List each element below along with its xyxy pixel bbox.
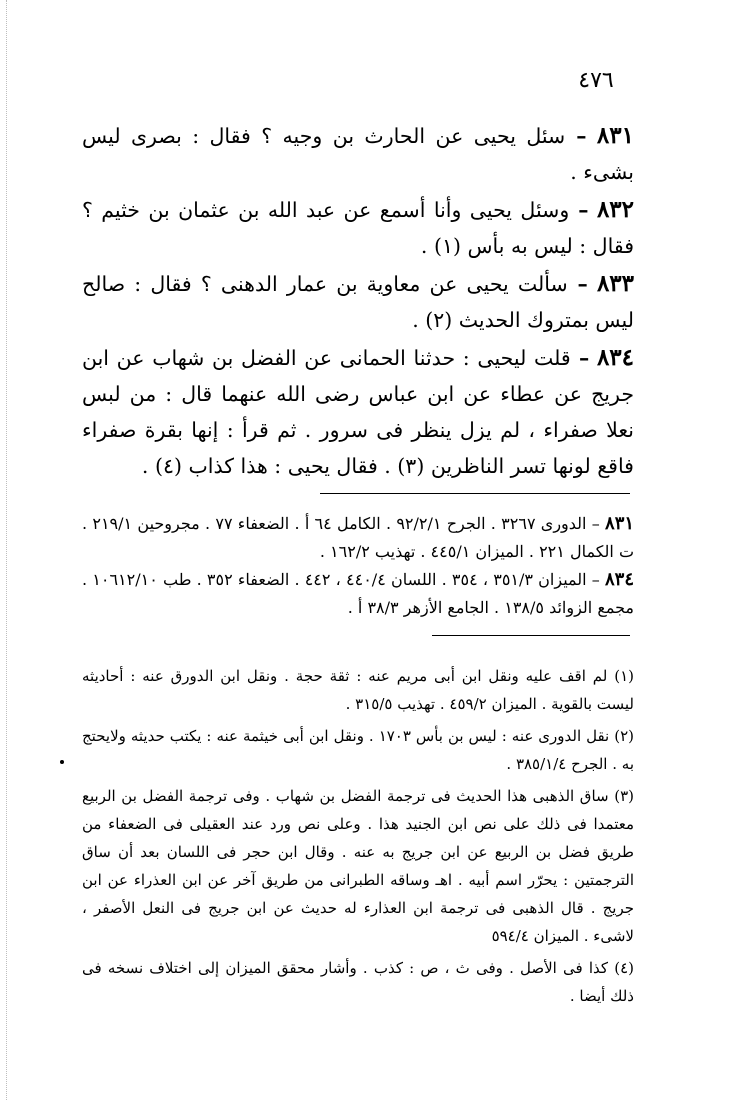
entry-number: ٨٣٣ xyxy=(596,270,635,297)
entry-dash: – xyxy=(569,198,589,222)
page-number: ٤٧٦ xyxy=(578,68,614,93)
reference-dash: – xyxy=(586,570,600,589)
separator-rule xyxy=(320,493,630,494)
gutter-dotted-line xyxy=(6,0,11,1100)
footnote-text: كذا فى الأصل . وفى ث ، ص : كذب . وأشار محقق الميزان إلى اختلاف نسخه فى ذلك أيضا . xyxy=(82,959,634,1005)
entry-number: ٨٣٢ xyxy=(596,196,634,223)
reference-text: الميزان ٣٥١/٣ ، ٣٥٤ . اللسان ٤٤٠/٤ ، ٤٤٢ . الضعفاء ٣٥٢ . طب ١٠٦١٢/١٠ . مجمع الزوائد ١٣٨/٥ . الجامع الأزهر ٣٨/٣ أ . xyxy=(82,570,634,617)
footnote-separator-rule xyxy=(432,635,630,636)
footnote-3 xyxy=(82,782,634,950)
entry-831 xyxy=(82,118,634,190)
entry-dash: – xyxy=(567,272,588,296)
footnote-4 xyxy=(82,954,634,1010)
reference-831 xyxy=(82,510,634,566)
entry-text: وسئل يحيى وأنا أسمع عن عبد الله بن عثمان بن خثيم ؟ فقال : ليس به بأس (١) . xyxy=(82,198,634,258)
entry-number: ٨٣٤ xyxy=(596,344,634,371)
footnote-1 xyxy=(82,662,634,718)
reference-number: ٨٣٤ xyxy=(604,569,634,590)
ink-speck xyxy=(60,760,64,764)
footnote-text: ساق الذهبى هذا الحديث فى ترجمة الفضل بن شهاب . وفى ترجمة الفضل بن الربيع معتمدا فى ذلك على نص ابن الجنيد هذا . وعلى نص ورد عند العقيلى فى الضعفاء من طريق فضل بن الربيع عن ابن جريج به عنه . وقال ابن حجر فى اللسان بعد أن ساق الترجمتين : يحرّر اسم أبيه . اهـ وساقه الطبرانى من طريق آخر عن ابن العذراء عن ابن جريج . قال الذهبى فى ترجمة ابن العذارء له حديث عن ابن جريج فى النعل الأصفر ، لاشىء . الميزان ٥٩٤/٤ xyxy=(82,787,634,945)
reference-834 xyxy=(82,566,634,622)
footnote-marker: (١) xyxy=(614,667,634,685)
entry-834 xyxy=(82,340,634,484)
reference-dash: – xyxy=(586,514,600,533)
reference-number: ٨٣١ xyxy=(605,513,635,534)
entry-text: سألت يحيى عن معاوية بن عمار الدهنى ؟ فقال : صالح ليس بمتروك الحديث (٢) . xyxy=(82,272,634,332)
entry-dash: – xyxy=(565,124,587,148)
entry-text: سئل يحيى عن الحارث بن وجيه ؟ فقال : بصرى ليس بشىء . xyxy=(82,124,634,184)
entry-text: قلت ليحيى : حدثنا الحمانى عن الفضل بن شهاب عن ابن جريج عن عطاء عن ابن عباس رضى الله عنهما قال : من لبس نعلا صفراء ، لم يزل ينظر فى سرور . ثم قرأ : إنها بقرة صفراء فاقع لونها تسر الناظرين (٣) . فقال يحيى : هذا كذاب (٤) . xyxy=(82,346,634,478)
footnote-marker: (٣) xyxy=(614,787,634,805)
footnote-marker: (٢) xyxy=(614,727,635,745)
entry-833 xyxy=(82,266,634,338)
footnote-2 xyxy=(82,722,634,778)
references-block xyxy=(82,510,634,622)
entry-number: ٨٣١ xyxy=(596,122,634,149)
reference-text: الدورى ٣٢٦٧ . الجرح ٩٢/٢/١ . الكامل ٦٤ أ . الضعفاء ٧٧ . مجروحين ٢١٩/١ . ت الكمال ٢٢١ . الميزان ٤٤٥/١ . تهذيب ١٦٢/٢ . xyxy=(82,514,634,561)
entry-832 xyxy=(82,192,634,264)
footnote-marker: (٤) xyxy=(614,959,634,977)
main-text-block xyxy=(82,118,634,486)
footnote-text: نقل الدورى عنه : ليس بن بأس ١٧٠٣ . ونقل ابن أبى خيثمة عنه : يكتب حديثه ولايحتج به . الجرح ٣٨٥/١/٤ . xyxy=(82,727,634,773)
footnotes-block xyxy=(82,662,634,1014)
entry-dash: – xyxy=(570,346,590,370)
footnote-text: لم اقف عليه ونقل ابن أبى مريم عنه : ثقة حجة . ونقل ابن الدورق عنه : أحاديثه ليست بالقوية . الميزان ٤٥٩/٢ . تهذيب ٣١٥/٥ . xyxy=(82,667,634,713)
